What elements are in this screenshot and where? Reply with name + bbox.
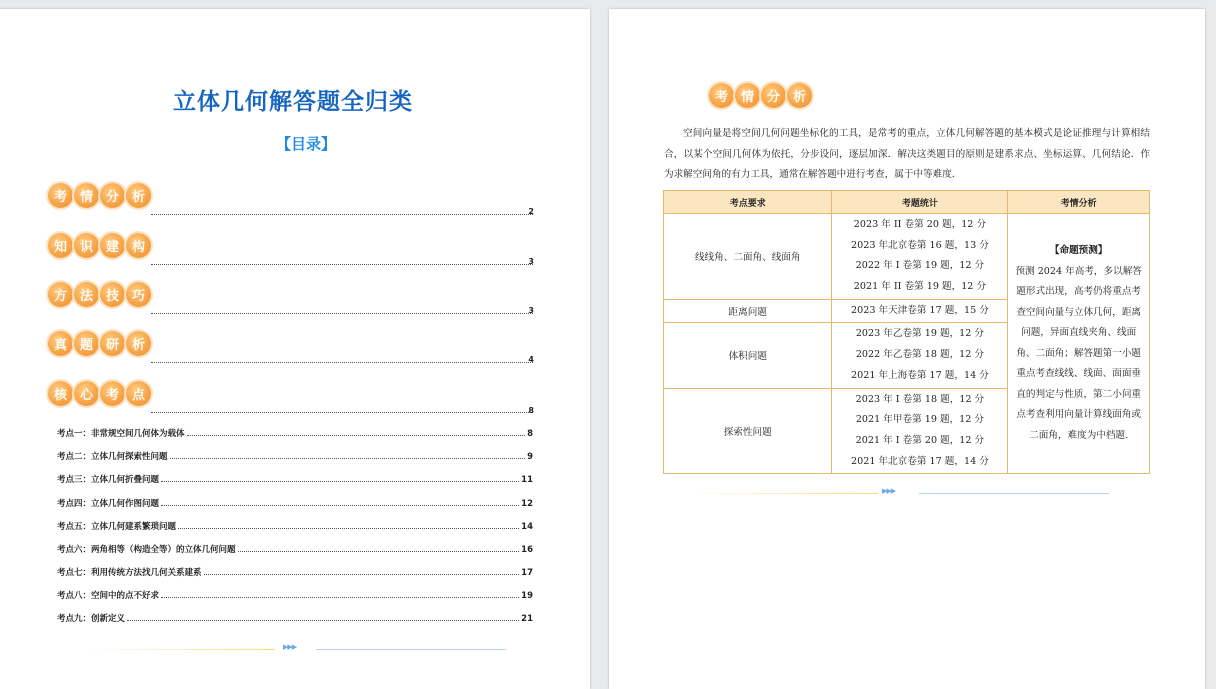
toc-leader-dots xyxy=(170,458,526,459)
document-page-right xyxy=(609,9,1205,689)
section-badge-char: 研 xyxy=(100,331,125,356)
toc-item-label: 考点七：利用传统方法找几何关系建系 xyxy=(57,568,202,578)
stat-line: 2021 年上海卷第 17 题，14 分 xyxy=(851,369,989,381)
toc-leader-dots xyxy=(178,528,519,529)
table-header-cell: 考点要求 xyxy=(664,191,832,214)
section-badge-char: 分 xyxy=(761,83,786,108)
toc-leader-dots xyxy=(161,505,519,506)
toc-leader-dots xyxy=(151,252,533,265)
toc-item[interactable] xyxy=(57,425,533,439)
separator-line-right xyxy=(316,649,506,650)
section-badge-char: 真 xyxy=(48,331,73,356)
section-badge-char: 考 xyxy=(709,83,734,108)
toc-item-label: 考点八：空间中的点不好求 xyxy=(57,591,160,601)
stat-line: 2023 年 I 卷第 18 题，12 分 xyxy=(855,393,985,405)
table-row xyxy=(664,214,1150,300)
toc-page-number: 9 xyxy=(527,452,533,462)
section-badge-char: 巧 xyxy=(126,282,151,307)
section-badge-char: 情 xyxy=(74,183,99,208)
section-badge-char: 核 xyxy=(48,381,73,406)
toc-item-label: 考点三：立体几何折叠问题 xyxy=(57,475,160,485)
section-badge-char: 析 xyxy=(126,331,151,356)
section-badge-char: 心 xyxy=(74,381,99,406)
toc-leader-dots xyxy=(204,574,520,575)
topic-cell: 线线角、二面角、线面角 xyxy=(664,214,832,300)
table-header-cell: 考题统计 xyxy=(832,191,1008,214)
toc-page-number: 2 xyxy=(528,207,534,216)
toc-leader-dots xyxy=(151,301,533,314)
toc-leader-dots xyxy=(151,350,533,363)
section-badge-char: 技 xyxy=(100,282,125,307)
section-badge-char: 法 xyxy=(74,282,99,307)
section-badge-char: 识 xyxy=(74,233,99,258)
toc-page-number: 8 xyxy=(528,406,534,415)
toc-item[interactable] xyxy=(57,471,533,485)
toc-page-number: 21 xyxy=(521,614,533,624)
section-header-kaoqing xyxy=(709,83,812,108)
toc-page-number: 14 xyxy=(521,522,533,532)
stat-line: 2021 年 I 卷第 20 题，12 分 xyxy=(855,434,985,446)
toc-page-number: 12 xyxy=(521,499,533,509)
section-badge-char: 建 xyxy=(100,233,125,258)
separator-line-left xyxy=(688,493,878,494)
toc-page-number: 3 xyxy=(528,306,534,315)
toc-section-4[interactable] xyxy=(48,331,151,356)
table-header-cell: 考情分析 xyxy=(1008,191,1150,214)
toc-item[interactable] xyxy=(57,610,533,624)
arrow-ornament-icon: ▶▶▶ xyxy=(882,487,896,495)
toc-page-number: 8 xyxy=(527,429,533,439)
toc-leader-dots xyxy=(161,597,519,598)
toc-page-number: 4 xyxy=(528,355,534,364)
section-badge-char: 方 xyxy=(48,282,73,307)
table-header-row xyxy=(664,191,1150,214)
analysis-cell xyxy=(1008,214,1150,474)
section-badge-char: 考 xyxy=(48,183,73,208)
stat-line: 2023 年天津卷第 17 题，15 分 xyxy=(851,304,989,316)
section-badge-char: 析 xyxy=(787,83,812,108)
toc-item-label: 考点九：创新定义 xyxy=(57,614,126,624)
toc-item-label: 考点四：立体几何作图问题 xyxy=(57,499,160,509)
section-badge-char: 分 xyxy=(100,183,125,208)
stat-line: 2021 年北京卷第 17 题，14 分 xyxy=(851,455,989,467)
stat-line: 2021 年甲卷第 19 题，12 分 xyxy=(855,414,985,426)
toc-section-2[interactable] xyxy=(48,233,151,258)
toc-page-number: 19 xyxy=(521,591,533,601)
stats-cell xyxy=(832,214,1008,300)
toc-item[interactable] xyxy=(57,448,533,462)
section-badge-char: 知 xyxy=(48,233,73,258)
stat-line: 2023 年乙卷第 19 题，12 分 xyxy=(855,328,985,340)
topic-cell: 距离问题 xyxy=(664,299,832,323)
toc-item[interactable] xyxy=(57,518,533,532)
toc-item-label: 考点一：非常规空间几何体为载体 xyxy=(57,429,185,439)
section-badge-char: 析 xyxy=(126,183,151,208)
toc-item[interactable] xyxy=(57,495,533,509)
arrow-ornament-icon: ▶▶▶ xyxy=(283,643,297,651)
toc-leader-dots xyxy=(161,481,519,482)
stats-cell xyxy=(832,323,1008,388)
toc-item-label: 考点二：立体几何探索性问题 xyxy=(57,452,168,462)
prediction-title: 【命题预测】 xyxy=(1049,245,1108,257)
document-page-left xyxy=(0,9,590,689)
stat-line: 2023 年 II 卷第 20 题，12 分 xyxy=(853,219,987,230)
toc-item[interactable] xyxy=(57,541,533,555)
stats-cell xyxy=(832,299,1008,323)
stats-cell xyxy=(832,388,1008,474)
section-badge-char: 情 xyxy=(735,83,760,108)
toc-page-number: 17 xyxy=(521,568,533,578)
section-badge-char: 构 xyxy=(126,233,151,258)
stat-line: 2022 年 I 卷第 19 题，12 分 xyxy=(855,260,985,272)
toc-item[interactable] xyxy=(57,587,533,601)
toc-leader-dots xyxy=(127,620,519,621)
intro-paragraph: 空间向量是将空间几何问题坐标化的工具，是常考的重点，立体几何解答题的基本模式是论证推理与计算相结合，以某个空间几何体为依托，分步设问，逐层加深．解决这类题目的原则是建系求点、坐标运算、几何结论．作为求解空间角的有力工具，通常在解答题中进行考查，属于中等难度． xyxy=(664,128,1150,180)
toc-item-label: 考点五：立体几何建系繁琐问题 xyxy=(57,522,177,532)
section-badge-char: 题 xyxy=(74,331,99,356)
toc-leader-dots xyxy=(238,551,520,552)
separator-line-right xyxy=(919,493,1109,494)
toc-page-number: 3 xyxy=(528,257,534,266)
toc-heading: 【目录】 xyxy=(275,135,336,153)
stat-line: 2022 年乙卷第 18 题，12 分 xyxy=(855,349,985,361)
toc-leader-dots xyxy=(151,202,533,215)
toc-leader-dots xyxy=(151,400,533,413)
section-badge-char: 点 xyxy=(126,381,151,406)
toc-page-number: 11 xyxy=(521,475,533,485)
toc-section-3[interactable] xyxy=(48,282,151,307)
exam-analysis-table xyxy=(663,190,1150,474)
stat-line: 2023 年北京卷第 16 题，13 分 xyxy=(851,239,989,251)
toc-leader-dots xyxy=(187,435,526,436)
toc-section-1[interactable] xyxy=(48,183,151,208)
toc-page-number: 16 xyxy=(521,545,533,555)
stat-line: 2021 年 II 卷第 19 题，12 分 xyxy=(853,281,987,293)
prediction-text: 预测 2024 年高考，多以解答题形式出现，高考仍将重点考查空间向量与立体几何，距离问题，异面直线夹角、线面角、二面角；解答题第一小题重点考查线线、线面、面面垂直的判定与性质，第二小问重点考查利用向量计算线面角或二面角，难度为中档题. xyxy=(1015,265,1142,441)
topic-cell: 体积问题 xyxy=(664,323,832,388)
toc-item[interactable] xyxy=(57,564,533,578)
topic-cell: 探索性问题 xyxy=(664,388,832,474)
section-badge-char: 考 xyxy=(100,381,125,406)
document-title: 立体几何解答题全归类 xyxy=(173,89,413,115)
toc-item-label: 考点六：两角相等（构造全等）的立体几何问题 xyxy=(57,545,236,555)
toc-section-5[interactable] xyxy=(48,381,151,406)
separator-line-left xyxy=(85,649,275,650)
